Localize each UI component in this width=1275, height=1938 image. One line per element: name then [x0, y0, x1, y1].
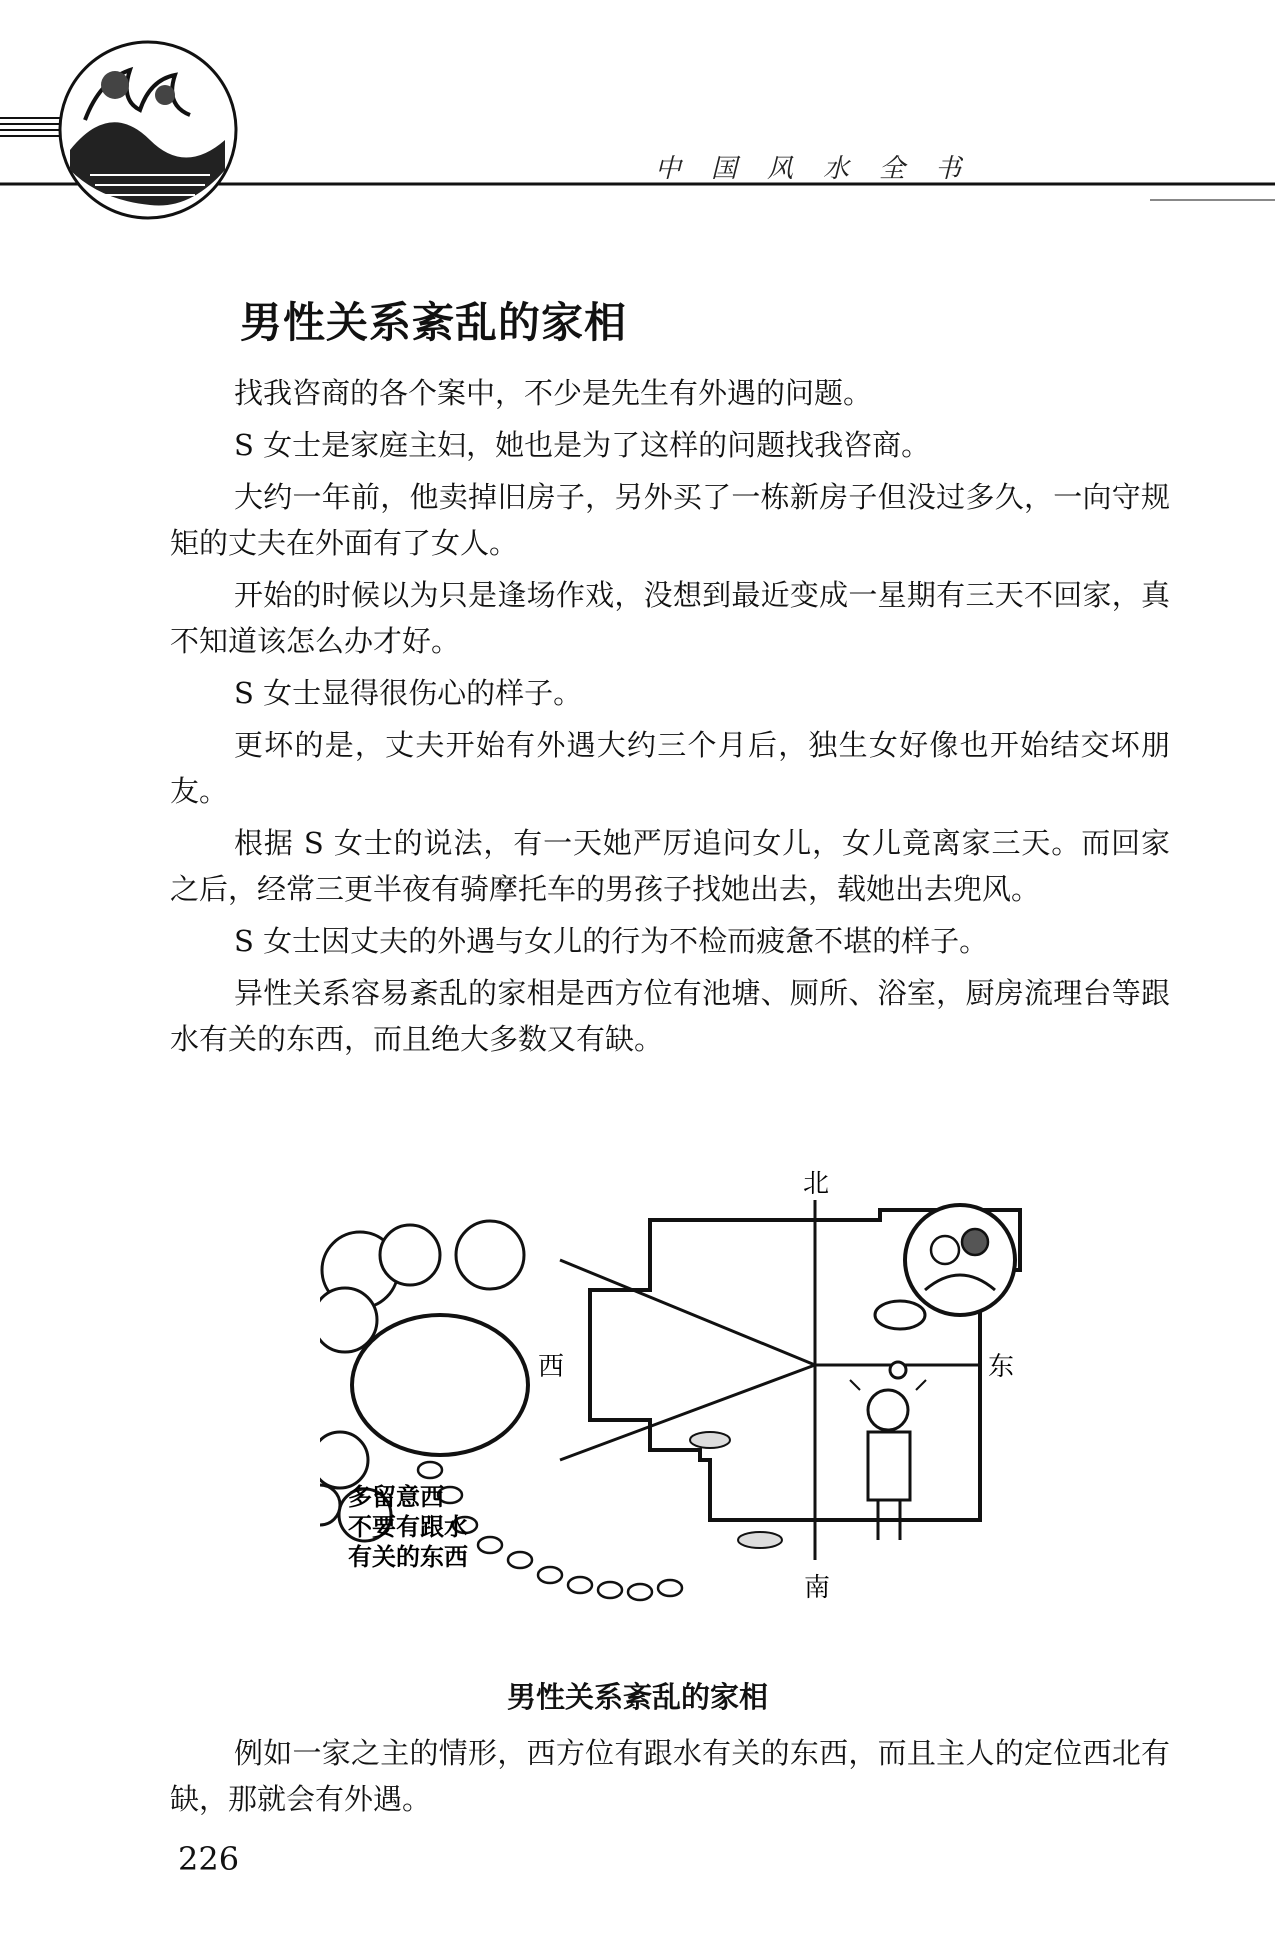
note-line: 多留意西 — [348, 1483, 444, 1511]
book-title: 中国风水全书 — [655, 154, 992, 184]
paragraph: S 女士显得很伤心的样子。 — [234, 676, 583, 710]
note-line: 不要有跟水 — [348, 1513, 468, 1541]
pond-icon — [352, 1315, 528, 1455]
north-label: 北 — [803, 1169, 830, 1199]
note-line: 有关的东西 — [348, 1543, 468, 1571]
couple-icon — [905, 1205, 1015, 1315]
paragraph: 找我咨商的各个案中，不少是先生有外遇的问题。 — [234, 376, 873, 410]
south-label: 南 — [804, 1573, 831, 1603]
paragraph: 例如一家之主的情形，西方位有跟水有关的东西，而且主人的定位西北有缺，那就会有外遇。 — [170, 1736, 1170, 1816]
paragraph: S 女士是家庭主妇，她也是为了这样的问题找我咨商。 — [234, 428, 931, 462]
article — [170, 290, 1170, 1068]
bottom-text — [170, 1730, 1170, 1828]
west-label: 西 — [538, 1352, 565, 1382]
header-graphics — [0, 0, 1275, 230]
paragraph: 开始的时候以为只是逢场作戏，没想到最近变成一星期有三天不回家，真不知道该怎么办才好。 — [170, 578, 1170, 658]
paragraph: 更坏的是，丈夫开始有外遇大约三个月后，独生女好像也开始结交坏朋友。 — [170, 728, 1170, 808]
paragraph: 根据 S 女士的说法，有一天她严厉追问女儿，女儿竟离家三天。而回家之后，经常三更半夜有骑摩托车的男孩子找她出去，载她出去兜风。 — [170, 826, 1170, 906]
paragraph: S 女士因丈夫的外遇与女儿的行为不检而疲惫不堪的样子。 — [234, 924, 989, 958]
circular-landscape-emblem-icon — [60, 42, 236, 218]
figure-illustration — [320, 1160, 1080, 1630]
page-header — [0, 0, 1275, 230]
worried-woman-icon — [850, 1380, 926, 1540]
east-label: 东 — [988, 1352, 1015, 1382]
article-title: 男性关系紊乱的家相 — [240, 298, 628, 347]
page-number: 226 — [178, 1840, 240, 1878]
paragraph: 大约一年前，他卖掉旧房子，另外买了一栋新房子但没过多久，一向守规矩的丈夫在外面有了女人。 — [170, 480, 1170, 560]
house-direction-figure — [320, 1160, 1080, 1630]
paragraph: 异性关系容易紊乱的家相是西方位有池塘、厕所、浴室，厨房流理台等跟水有关的东西，而且绝大多数又有缺。 — [170, 976, 1170, 1056]
figure-caption: 男性关系紊乱的家相 — [506, 1680, 768, 1714]
